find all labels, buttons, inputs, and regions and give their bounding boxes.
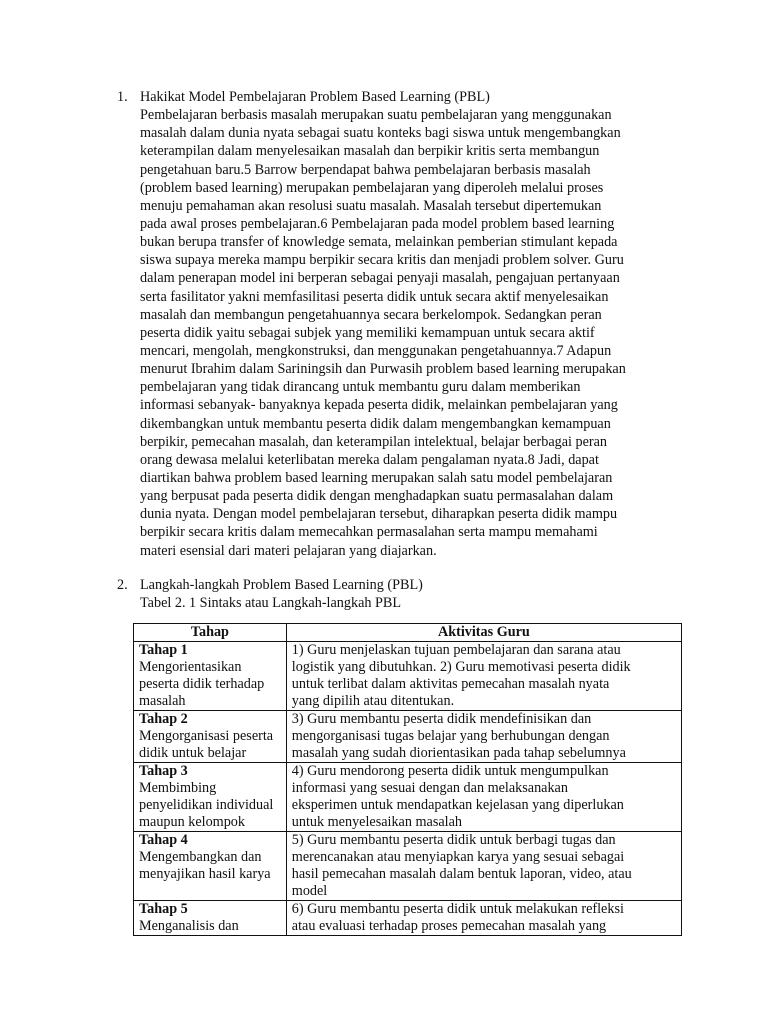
paragraph-line: informasi sebanyak- banyaknya kepada peserta didik, melainkan pembelajaran yang [140, 397, 618, 414]
activity-cell [286, 832, 681, 901]
paragraph-line: dalam penerapan model ini berperan sebagai penyaji masalah, pengajuan pertanyaan [140, 270, 620, 287]
activity-line: masalah yang sudah diorientasikan pada tahap sebelumnya [291, 745, 626, 761]
paragraph-line: pengetahuan baru.5 Barrow berpendapat bahwa pembelajaran berbasis masalah [140, 161, 591, 178]
activity-line: yang dipilih atau ditentukan. [291, 693, 455, 709]
stage-desc-line: didik untuk belajar [139, 745, 247, 761]
paragraph-line: keterampilan dalam menyelesaikan masalah dan berpikir kritis serta membangun [140, 143, 600, 160]
stage-title: Tahap 4 [139, 832, 188, 848]
paragraph-line: orang dewasa melalui keterlibatan mereka dalam pengalaman nyata.8 Jadi, dapat [140, 451, 599, 468]
paragraph-line: menurut Ibrahim dalam Sariningsih dan Purwasih problem based learning merupakan [140, 361, 626, 378]
stage-title: Tahap 2 [139, 711, 188, 727]
activity-cell [286, 711, 681, 763]
stage-title: Tahap 1 [139, 642, 188, 658]
table-caption: Tabel 2. 1 Sintaks atau Langkah-langkah PBL [140, 595, 402, 612]
stage-desc-line: Mengorganisasi peserta [139, 728, 274, 744]
stage-cell [134, 642, 287, 711]
stage-cell [134, 832, 287, 901]
paragraph-line: diartikan bahwa problem based learning merupakan salah satu model pembelajaran [140, 469, 613, 486]
paragraph-line: berpikir secara kritis dalam memecahkan permasalahan serta mampu memahami [140, 524, 598, 541]
paragraph-line: yang berpusat pada peserta didik dengan menghadapkan suatu permasalahan dalam [140, 488, 614, 505]
activity-line: model [291, 883, 328, 899]
stage-desc-line: menyajikan hasil karya [139, 866, 271, 882]
activity-cell [286, 901, 681, 936]
stage-desc-line: Mengembangkan dan [139, 849, 262, 865]
paragraph-line: Pembelajaran berbasis masalah merupakan suatu pembelajaran yang menggunakan [140, 107, 612, 124]
paragraph-line: materi esensial dari materi pelajaran yang diajarkan. [140, 542, 437, 559]
section-1 [117, 88, 677, 560]
activity-line: merencanakan atau menyiapkan karya yang sesuai sebagai [291, 849, 625, 865]
table-row [134, 711, 682, 763]
section-1-number: 1. [117, 89, 128, 105]
activity-line: 4) Guru mendorong peserta didik untuk mengumpulkan [291, 763, 609, 779]
activity-line: untuk terlibat dalam aktivitas pemecahan masalah nyata [291, 676, 610, 692]
stage-cell [134, 901, 287, 936]
stage-desc-line: Menganalisis dan [139, 918, 239, 934]
header-activity: Aktivitas Guru [286, 624, 681, 642]
paragraph-line: pembelajaran yang tidak dirancang untuk membantu guru dalam memberikan [140, 379, 581, 396]
stage-desc-line: Membimbing [139, 780, 217, 796]
stage-desc-line: peserta didik terhadap [139, 676, 265, 692]
paragraph-line: masalah dalam dunia nyata sebagai suatu konteks bagi siswa untuk mengembangkan [140, 125, 621, 142]
activity-line: 5) Guru membantu peserta didik untuk berbagi tugas dan [291, 832, 616, 848]
table-row [134, 642, 682, 711]
paragraph-line: dikembangkan untuk membantu peserta didik dalam mengembangkan kemampuan [140, 415, 611, 432]
activity-line: informasi yang sesuai dengan dan melaksanakan [291, 780, 568, 796]
paragraph-line: masalah dan membangun pengetahuannya secara berkelompok. Sedangkan peran [140, 306, 602, 323]
paragraph-line: mencari, mengolah, mengkonstruksi, dan menggunakan pengetahuannya.7 Adapun [140, 342, 612, 359]
paragraph-line: (problem based learning) merupakan pembelajaran yang diperoleh melalui proses [140, 179, 604, 196]
pbl-steps-table [133, 623, 682, 936]
table-header-row [134, 624, 682, 642]
section-2 [117, 576, 677, 612]
section-1-heading: Hakikat Model Pembelajaran Problem Based Learning (PBL) [140, 89, 490, 105]
activity-cell [286, 642, 681, 711]
paragraph-line: dunia nyata. Dengan model pembelajaran tersebut, diharapkan peserta didik mampu [140, 506, 618, 523]
paragraph-line: serta fasilitator yakni memfasilitasi peserta didik untuk secara aktif menyelesaikan [140, 288, 609, 305]
stage-desc-line: maupun kelompok [139, 814, 245, 830]
activity-line: untuk menyelesaikan masalah [291, 814, 462, 830]
paragraph-line: siswa supaya mereka mampu berpikir secara kritis dan menjadi problem solver. Guru [140, 252, 624, 269]
stage-desc-line: penyelidikan individual [139, 797, 274, 813]
paragraph-line: pada awal proses pembelajaran.6 Pembelajaran pada model problem based learning [140, 215, 615, 232]
stage-desc-line: masalah [139, 693, 186, 709]
activity-line: atau evaluasi terhadap proses pemecahan masalah yang [291, 918, 607, 934]
table-row [134, 901, 682, 936]
stage-cell [134, 711, 287, 763]
activity-line: hasil pemecahan masalah dalam bentuk laporan, video, atau [291, 866, 632, 882]
paragraph-line: bukan berupa transfer of knowledge semata, melainkan pemberian stimulant kepada [140, 234, 618, 251]
stage-desc-line: Mengorientasikan [139, 659, 242, 675]
table-row [134, 832, 682, 901]
section-2-heading: Langkah-langkah Problem Based Learning (PBL) [140, 577, 423, 593]
activity-line: 1) Guru menjelaskan tujuan pembelajaran dan sarana atau [291, 642, 621, 658]
stage-title: Tahap 3 [139, 763, 188, 779]
table-row [134, 763, 682, 832]
activity-line: 6) Guru membantu peserta didik untuk melakukan refleksi [291, 901, 624, 917]
activity-cell [286, 763, 681, 832]
activity-line: 3) Guru membantu peserta didik mendefinisikan dan [291, 711, 592, 727]
activity-line: eksperimen untuk mendapatkan kejelasan yang diperlukan [291, 797, 624, 813]
activity-line: logistik yang dibutuhkan. 2) Guru memotivasi peserta didik [291, 659, 631, 675]
activity-line: mengorganisasi tugas belajar yang berhubungan dengan [291, 728, 610, 744]
section-2-number: 2. [117, 577, 128, 593]
stage-cell [134, 763, 287, 832]
header-stage: Tahap [134, 624, 287, 642]
paragraph-line: berpikir, pemecahan masalah, dan keterampilan intelektual, belajar berbagai peran [140, 433, 608, 450]
stage-title: Tahap 5 [139, 901, 188, 917]
paragraph-line: menuju pemahaman akan resolusi suatu masalah. Masalah tersebut dipertemukan [140, 197, 602, 214]
paragraph-line: peserta didik yaitu sebagai subjek yang memiliki kemampuan untuk secara aktif [140, 324, 595, 341]
